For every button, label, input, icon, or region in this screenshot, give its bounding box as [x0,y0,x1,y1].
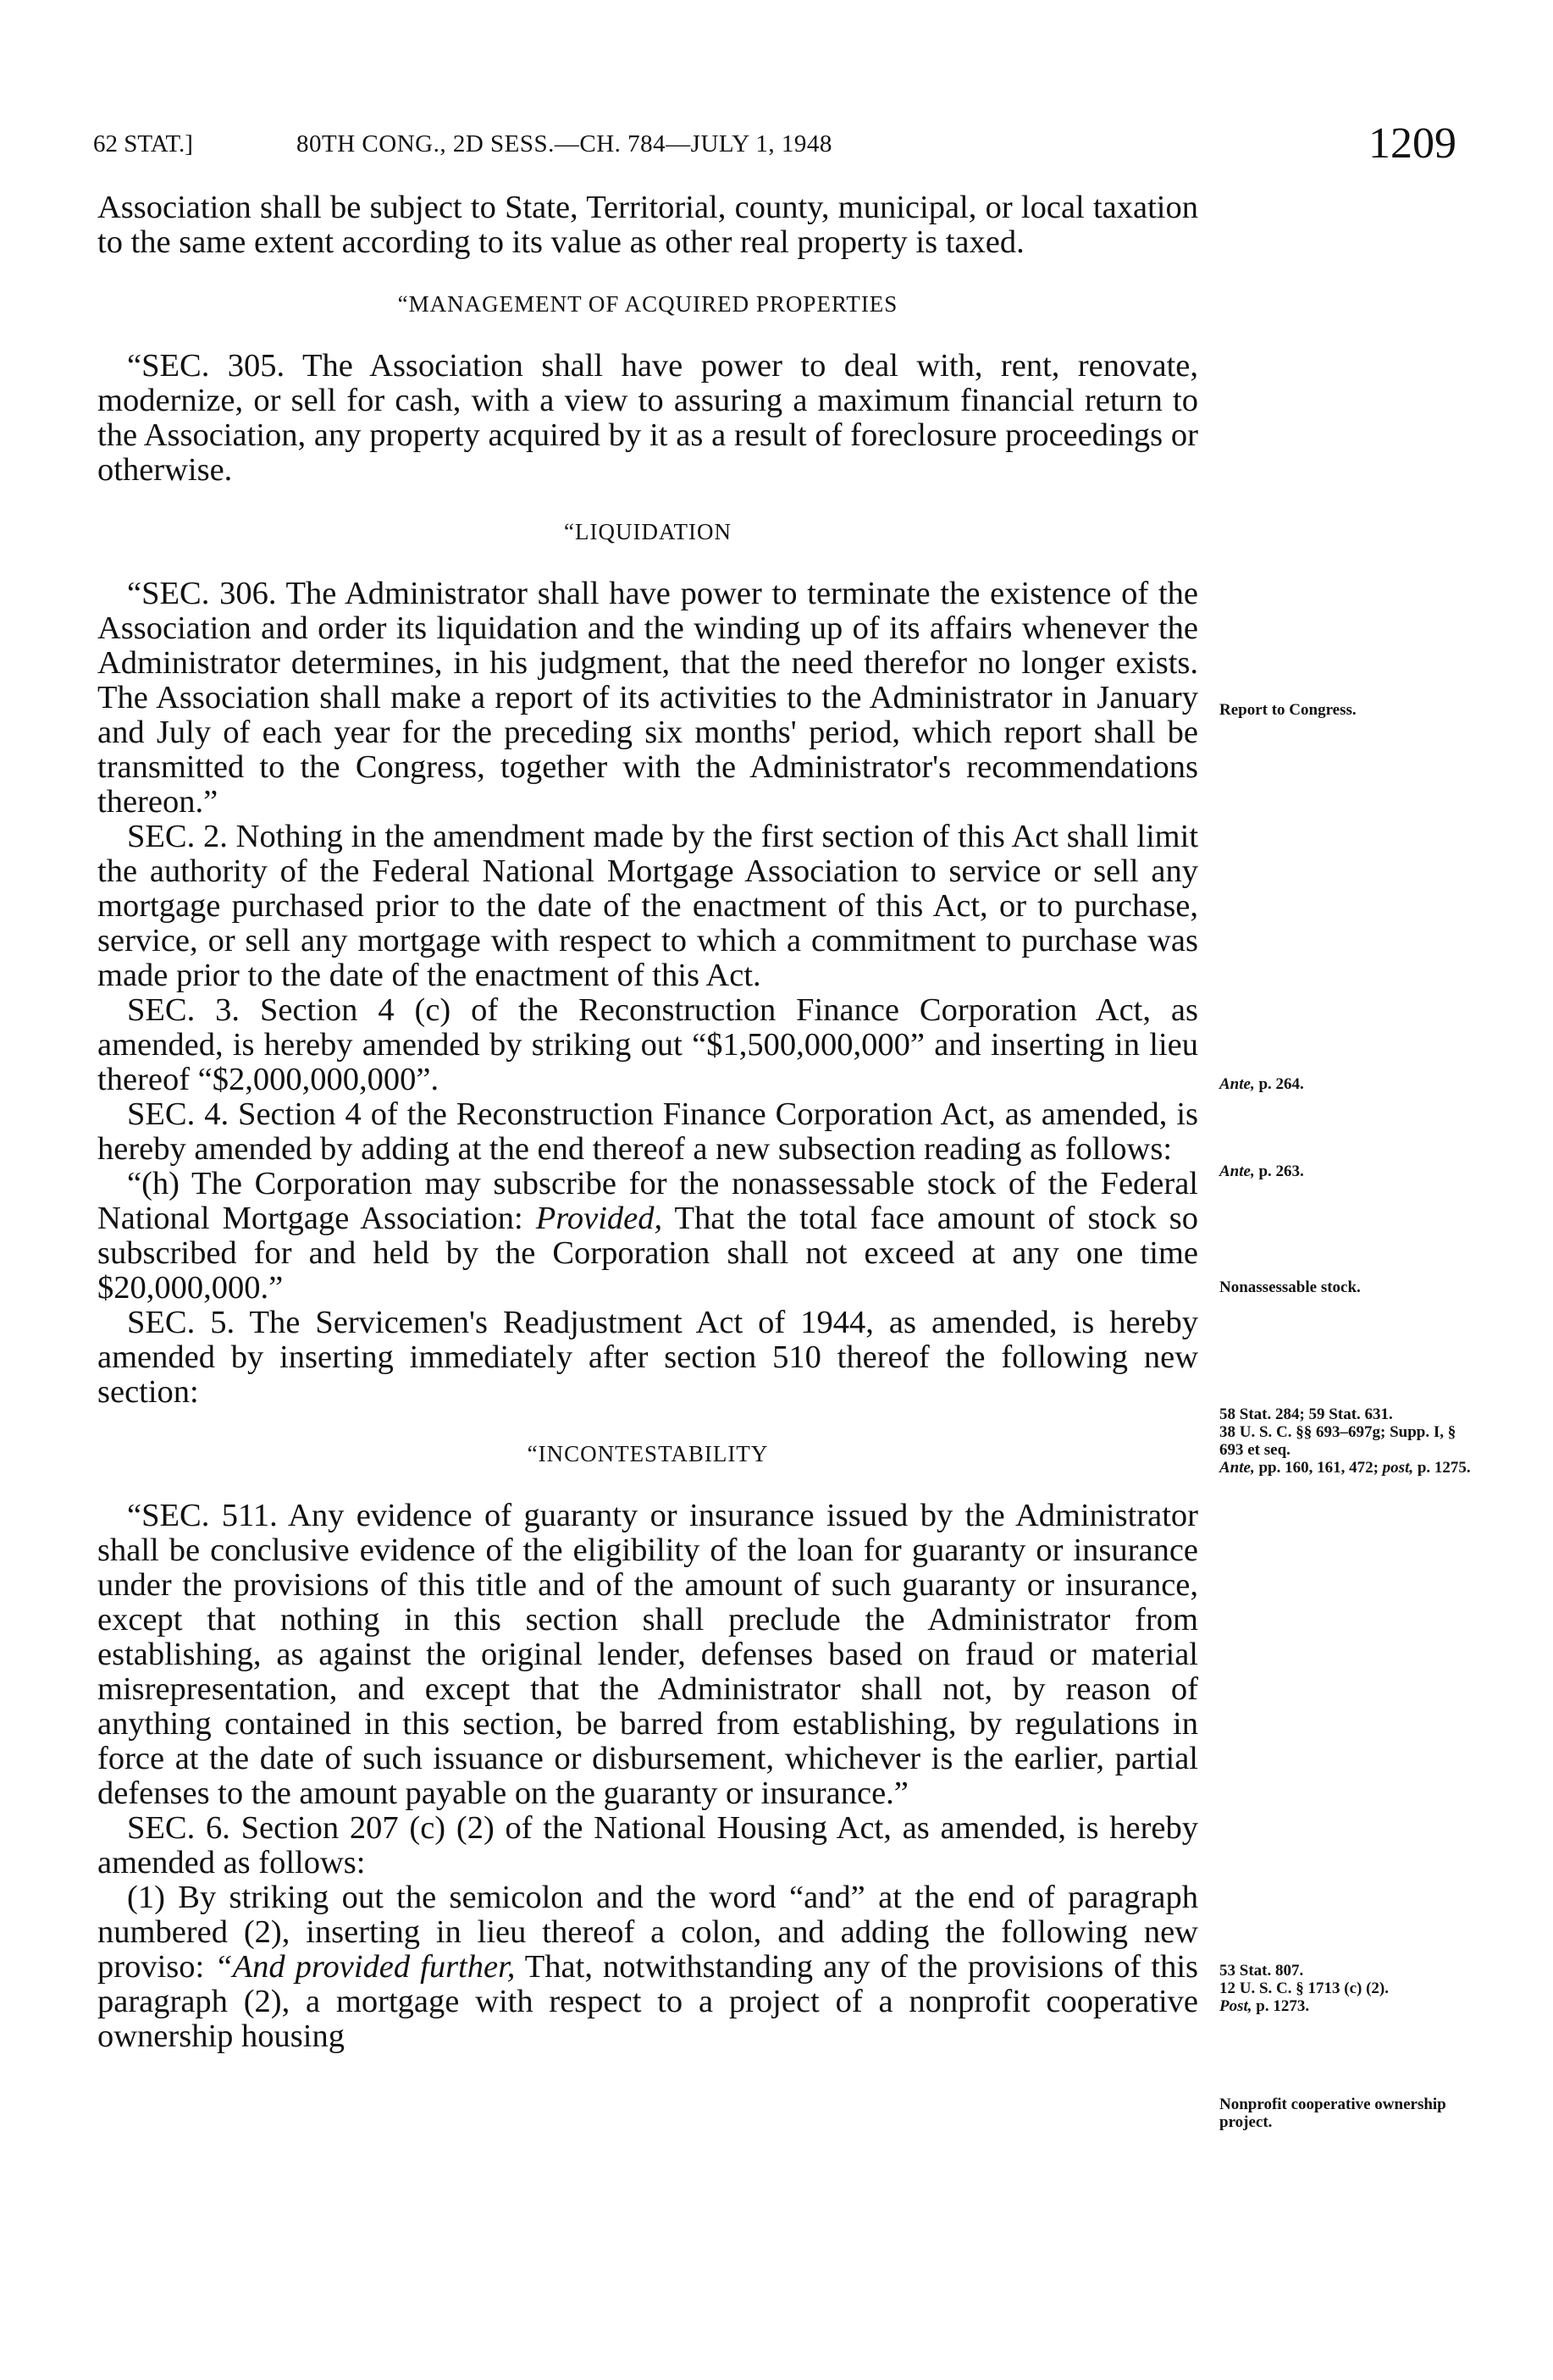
section-label: “SEC. 305. [127,348,285,384]
paragraph [97,993,1198,1097]
section-label: SEC. 4. [127,1096,229,1132]
paragraph [97,820,1198,993]
margin-text: pp. 160, 161, 472; [1258,1459,1379,1477]
section-heading: “LIQUIDATION [564,519,732,544]
paragraph: Association shall be subject to State, Territorial, county, municipal, or local taxation to the same extent according to its value as other real property is taxed. [97,190,1198,260]
margin-text: 12 U. S. C. § 1713 (c) (2). [1219,1980,1390,1997]
margin-italic: Ante, [1219,1075,1255,1093]
paragraph [97,1499,1198,1811]
margin-text: p. 263. [1258,1162,1304,1180]
margin-note [1219,1405,1473,1477]
margin-note [1219,1162,1473,1180]
margin-text: 58 Stat. 284; 59 Stat. 631. [1219,1405,1393,1423]
paragraph-text: That, notwithstanding any of the provisions of this paragraph (2), a mortgage with respect to a project of a nonprofit cooperative ownership housing [97,1949,1198,2054]
paragraph-text: Nothing in the amendment made by the first section of this Act shall limit the authority of the Federal National Mortgage Association to service or sell any mortgage purchased prior to the date of the enactment of this Act, or to purchase, service, or sell any mortgage with respect to which a commitment to purchase was made prior to the date of the enactment of this Act. [97,819,1199,993]
paragraph-text: That the total face amount of stock so subscribed for and held by the Corporation shall not exceed at any one time $20,000,000.” [97,1201,1198,1306]
margin-text: p. 1273. [1256,1997,1310,2015]
margin-italic: Post, [1219,1997,1252,2015]
margin-note [1219,1075,1473,1093]
margin-italic: Ante, [1219,1162,1255,1180]
margin-note [1219,1962,1473,2015]
paragraph [97,1097,1198,1167]
paragraph-text: Any evidence of guaranty or insurance issued by the Administrator shall be conclusive evidence of the eligibility of the loan for guaranty or insurance under the provisions of this title and of the amount of such guaranty or insurance, except that nothing in this section shall preclude the Administrator from establishing, as against the original lender, defenses based on fraud or material misrepresentation, and except that the Administrator shall not, by reason of anything contained in this section, be barred from establishing, by regulations in force at the date of such issuance or disbursement, whichever is the earlier, partial defenses to the amount payable on the guaranty or insurance.” [97,1498,1198,1811]
italic-proviso: “And provided further, [214,1949,516,1985]
margin-note: Report to Congress. [1219,701,1357,719]
paragraph [97,1306,1198,1410]
section-label: SEC. 2. [127,819,228,854]
margin-text: p. 1275. [1417,1459,1471,1477]
margin-italic: post, [1382,1459,1414,1477]
statute-volume: 62 STAT.] [93,130,193,157]
section-label: SEC. 6. [127,1810,230,1846]
margin-italic: Ante, [1219,1459,1255,1477]
margin-text: p. 264. [1258,1075,1304,1093]
paragraph-text: The Servicemen's Readjustment Act of 1944, as amended, is hereby amended by inserting immediately after section 510 thereof the following new section: [97,1305,1199,1410]
margin-text: 53 Stat. 807. [1219,1962,1304,1980]
paragraph-text: The Association shall have power to deal with, rent, renovate, modernize, or sell for cash, with a view to assuring a maximum financial return to the Association, any property acquired by it as a result of foreclosure proceedings or otherwise. [97,348,1199,488]
paragraph-text: The Administrator shall have power to terminate the existence of the Association and order its liquidation and the winding up of its affairs whenever the Administrator determines, in his judgment, that the need therefor no longer exists. The Association shall make a report of its activities to the Administrator in January and July of each year for the preceding six months' period, which report shall be transmitted to the Congress, together with the Administrator's recommendations thereon.” [97,576,1198,820]
section-label: SEC. 5. [127,1305,235,1340]
session-chapter-date: 80TH CONG., 2D SESS.—CH. 784—JULY 1, 1948 [296,130,832,157]
paragraph-text: Section 207 (c) (2) of the National Housing Act, as amended, is hereby amended as follows: [97,1810,1198,1880]
paragraph [97,1880,1198,2054]
margin-note: Nonprofit cooperative ownership project. [1219,2096,1446,2131]
statute-text [97,191,1198,2054]
paragraph-text: (1) By striking out the semicolon and the word “and” at the end of paragraph numbered (2), inserting in lieu thereof a colon, and adding the following new proviso: [97,1880,1198,1985]
page-number: 1209 [1368,119,1456,168]
running-header [93,119,1456,178]
section-heading: “INCONTESTABILITY [527,1441,769,1466]
paragraph-text: Section 4 of the Reconstruction Finance Corporation Act, as amended, is hereby amended by adding at the end thereof a new subsection reading as follows: [97,1096,1198,1167]
paragraph-text: Section 4 (c) of the Reconstruction Finance Corporation Act, as amended, is hereby amended by striking out “$1,500,000,000” and inserting in lieu thereof “$2,000,000,000”. [97,992,1198,1097]
margin-text [1219,1997,1473,2015]
margin-text: 38 U. S. C. §§ 693–697g; Supp. I, § 693 et seq. [1219,1423,1456,1459]
section-label: “SEC. 511. [127,1498,278,1533]
section-label: “SEC. 306. [127,576,277,611]
paragraph-text: “(h) The Corporation may subscribe for the nonassessable stock of the Federal National Mortgage Association: [97,1166,1198,1236]
section-label: SEC. 3. [127,992,240,1028]
paragraph [97,1811,1198,1880]
paragraph [97,577,1198,820]
paragraph [97,1167,1198,1306]
margin-note: Nonassessable stock. [1219,1278,1361,1296]
paragraph [97,349,1198,488]
section-heading: “MANAGEMENT OF ACQUIRED PROPERTIES [397,291,898,317]
italic-proviso: Provided, [535,1201,663,1236]
margin-text [1219,1459,1473,1477]
